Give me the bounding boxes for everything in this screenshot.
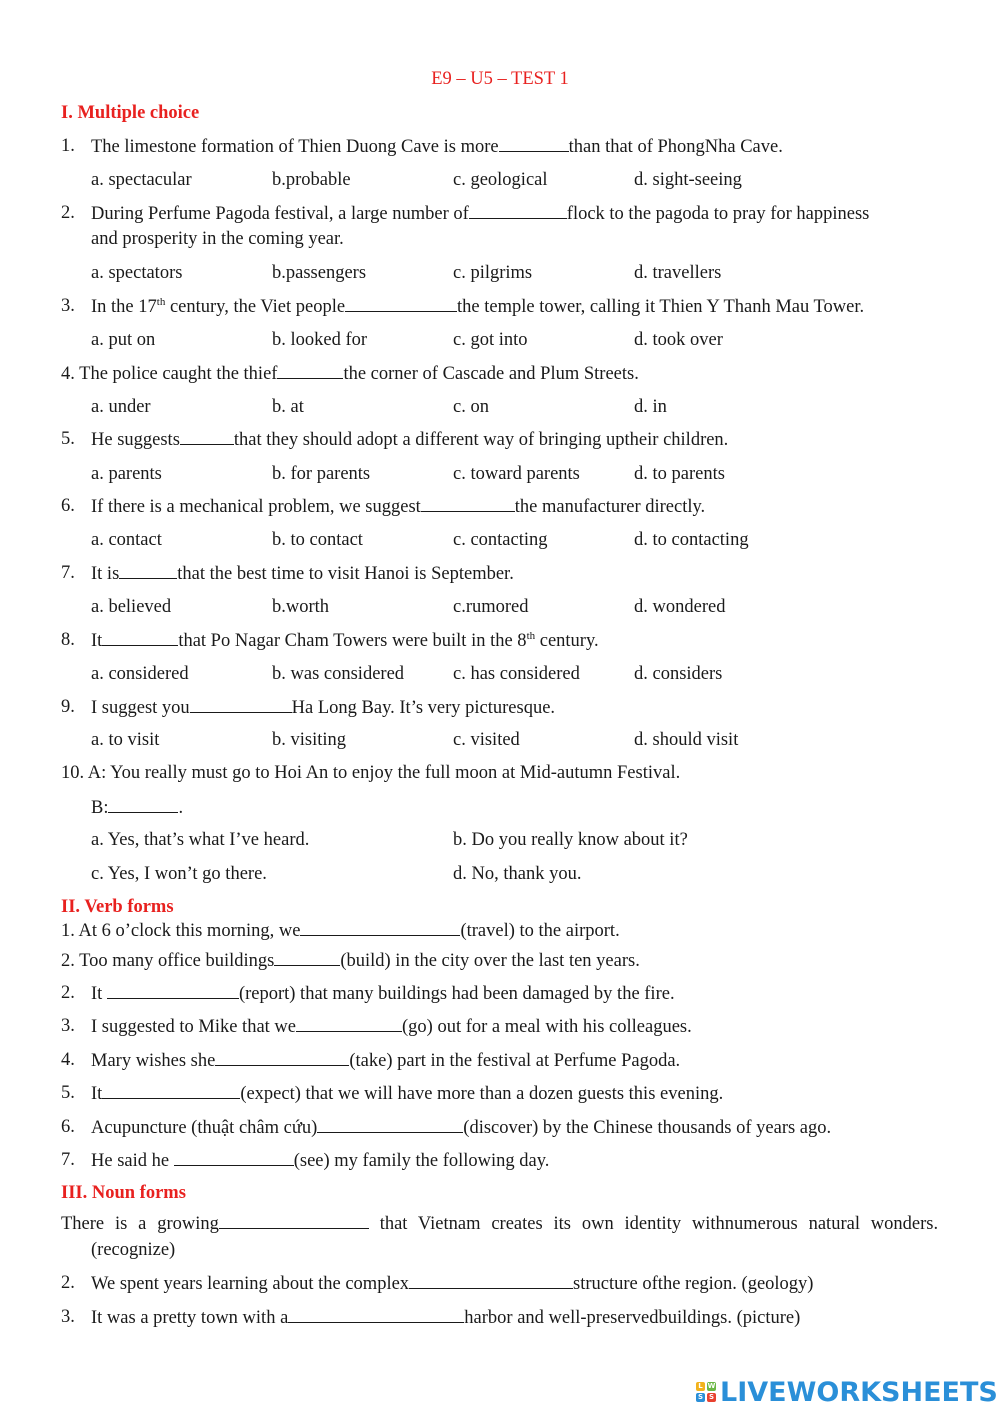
option-b[interactable]: b. at (272, 397, 304, 417)
item-number: 2. (61, 983, 75, 1003)
answer-blank[interactable] (180, 430, 234, 445)
option-d[interactable]: d. travellers (634, 263, 722, 283)
option-a[interactable]: a. believed (91, 597, 172, 617)
option-b[interactable]: b.passengers (272, 263, 367, 283)
exercise-item: 2. Too many office buildings (build) in the city over the last ten years. (61, 951, 640, 971)
option-a[interactable]: a. Yes, that’s what I’ve heard. (91, 830, 310, 850)
answer-blank[interactable] (174, 1151, 294, 1166)
answer-blank[interactable] (300, 921, 460, 936)
option-d[interactable]: d. wondered (634, 597, 726, 617)
section-heading-multiple-choice: I. Multiple choice (61, 103, 200, 123)
question-number: 8. (61, 630, 75, 650)
answer-blank[interactable] (288, 1308, 464, 1323)
question-text: He suggests that they should adopt a different way of bringing uptheir children. (91, 430, 729, 450)
answer-blank[interactable] (317, 1118, 463, 1133)
question-text: During Perfume Pagoda festival, a large number of flock to the pagoda to pray for happiness (91, 204, 870, 224)
question-text: If there is a mechanical problem, we suggest the manufacturer directly. (91, 497, 706, 517)
option-c[interactable]: c. toward parents (453, 464, 580, 484)
option-c[interactable]: c. contacting (453, 530, 548, 550)
worksheet-title: E9 – U5 – TEST 1 (431, 69, 569, 89)
exercise-item: I suggested to Mike that we (go) out for a meal with his colleagues. (91, 1017, 692, 1037)
item-number: 6. (61, 1117, 75, 1137)
answer-blank[interactable] (499, 137, 569, 152)
option-d[interactable]: d. should visit (634, 730, 739, 750)
option-a[interactable]: a. spectators (91, 263, 183, 283)
option-c[interactable]: c.rumored (453, 597, 529, 617)
option-d[interactable]: d. to parents (634, 464, 725, 484)
question-number: 1. (61, 136, 75, 156)
answer-blank[interactable] (345, 297, 457, 312)
option-c[interactable]: c. got into (453, 330, 528, 350)
section-heading-noun-forms: III. Noun forms (61, 1183, 186, 1203)
option-a[interactable]: a. parents (91, 464, 162, 484)
answer-blank[interactable] (102, 1084, 240, 1099)
option-c[interactable]: c. geological (453, 170, 548, 190)
section-heading-verb-forms: II. Verb forms (61, 897, 174, 917)
option-a[interactable]: a. contact (91, 530, 162, 550)
question-text: I suggest you Ha Long Bay. It’s very picturesque. (91, 698, 556, 718)
exercise-item: He said he (see) my family the following day. (91, 1151, 550, 1171)
answer-blank[interactable] (119, 564, 177, 579)
exercise-item: Mary wishes she (take) part in the festival at Perfume Pagoda. (91, 1051, 681, 1071)
item-number: 3. (61, 1016, 75, 1036)
answer-blank[interactable] (274, 951, 340, 966)
option-c[interactable]: c. pilgrims (453, 263, 533, 283)
option-b[interactable]: b.probable (272, 170, 351, 190)
answer-blank[interactable] (107, 984, 239, 999)
question-text: The limestone formation of Thien Duong Cave is more than that of PhongNha Cave. (91, 137, 783, 157)
question-number: 6. (61, 496, 75, 516)
answer-blank[interactable] (108, 798, 178, 813)
option-b[interactable]: b. Do you really know about it? (453, 830, 688, 850)
option-b[interactable]: b.worth (272, 597, 330, 617)
exercise-item: It (expect) that we will have more than a dozen guests this evening. (91, 1084, 724, 1104)
option-d[interactable]: d. took over (634, 330, 723, 350)
word-hint: (recognize) (91, 1240, 176, 1260)
item-number: 4. (61, 1050, 75, 1070)
option-c[interactable]: c. visited (453, 730, 520, 750)
question-number: 2. (61, 203, 75, 223)
option-a[interactable]: a. under (91, 397, 151, 417)
question-number: 9. (61, 697, 75, 717)
item-number: 5. (61, 1083, 75, 1103)
question-number: 7. (61, 563, 75, 583)
exercise-item: We spent years learning about the complex structure ofthe region. (geology) (91, 1274, 814, 1294)
option-c[interactable]: c. on (453, 397, 489, 417)
option-b[interactable]: b. to contact (272, 530, 363, 550)
item-number: 7. (61, 1150, 75, 1170)
exercise-item: Acupuncture (thuật châm cứu) (discover) by the Chinese thousands of years ago. (91, 1118, 832, 1138)
exercise-item: It was a pretty town with a harbor and well-preservedbuildings. (picture) (91, 1308, 801, 1328)
question-number: 3. (61, 296, 75, 316)
answer-blank[interactable] (215, 1051, 349, 1066)
option-d[interactable]: d. in (634, 397, 667, 417)
exercise-item: 1. At 6 o’clock this morning, we (travel) to the airport. (61, 921, 620, 941)
question-text: 4. The police caught the thief the corner of Cascade and Plum Streets. (61, 364, 639, 384)
exercise-item: It (report) that many buildings had been damaged by the fire. (91, 984, 675, 1004)
exercise-item: There is a growing that Vietnam creates its own identity withnumerous natural wonders. (61, 1214, 939, 1234)
option-d[interactable]: d. considers (634, 664, 723, 684)
answer-blank[interactable] (421, 497, 515, 512)
option-d[interactable]: d. No, thank you. (453, 864, 582, 884)
item-number: 2. (61, 1273, 75, 1293)
item-number: 3. (61, 1307, 75, 1327)
option-a[interactable]: a. considered (91, 664, 189, 684)
question-text-continued: and prosperity in the coming year. (91, 229, 344, 249)
option-a[interactable]: a. put on (91, 330, 156, 350)
option-b[interactable]: b. looked for (272, 330, 368, 350)
answer-blank[interactable] (469, 204, 567, 219)
answer-blank[interactable] (102, 631, 178, 646)
option-b[interactable]: b. for parents (272, 464, 371, 484)
option-d[interactable]: d. sight-seeing (634, 170, 742, 190)
answer-blank[interactable] (219, 1214, 369, 1229)
dialogue-response: B: . (91, 798, 184, 818)
question-number: 5. (61, 429, 75, 449)
question-text: It that Po Nagar Cham Towers were built in the 8th century. (91, 629, 599, 651)
logo-text: LIVEWORKSHEETS (720, 1376, 998, 1408)
question-text: It is that the best time to visit Hanoi is September. (91, 564, 514, 584)
option-d[interactable]: d. to contacting (634, 530, 749, 550)
logo-mark-icon: L W S S (697, 1382, 716, 1401)
option-a[interactable]: a. spectacular (91, 170, 192, 190)
question-text: In the 17th century, the Viet people the temple tower, calling it Thien Y Thanh Mau Tower. (91, 295, 865, 317)
option-c[interactable]: c. has considered (453, 664, 580, 684)
option-b[interactable]: b. was considered (272, 664, 405, 684)
answer-blank[interactable] (277, 364, 343, 379)
option-a[interactable]: a. to visit (91, 730, 160, 750)
option-b[interactable]: b. visiting (272, 730, 347, 750)
liveworksheets-logo[interactable] (696, 1377, 998, 1407)
question-text: 10. A: You really must go to Hoi An to enjoy the full moon at Mid-autumn Festival. (61, 763, 681, 783)
answer-blank[interactable] (409, 1274, 573, 1289)
answer-blank[interactable] (190, 698, 292, 713)
answer-blank[interactable] (296, 1017, 402, 1032)
option-c[interactable]: c. Yes, I won’t go there. (91, 864, 267, 884)
